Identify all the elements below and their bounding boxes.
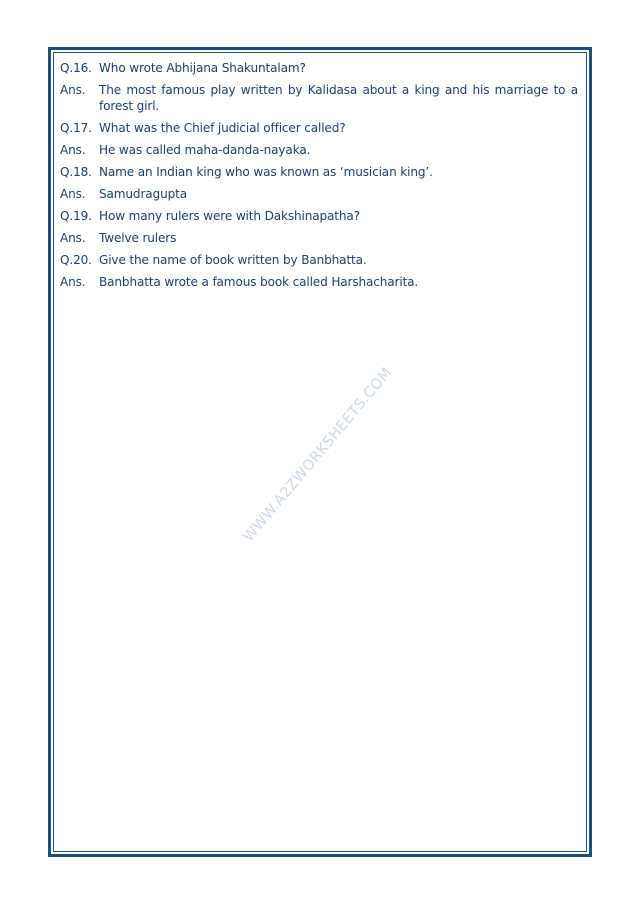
answer-label: Ans. xyxy=(60,231,86,245)
answer-text: Twelve rulers xyxy=(99,231,177,245)
question-18 xyxy=(60,164,578,180)
question-label: Q.20. xyxy=(60,253,92,267)
question-text: How many rulers were with Dakshinapatha? xyxy=(99,209,360,223)
question-label: Q.18. xyxy=(60,165,92,179)
answer-19 xyxy=(60,230,578,246)
question-19 xyxy=(60,208,578,224)
question-label: Q.19. xyxy=(60,209,92,223)
answer-label: Ans. xyxy=(60,187,86,201)
answer-text: Banbhatta wrote a famous book called Harshacharita. xyxy=(99,275,419,289)
answer-text: The most famous play written by Kalidasa about a king and his marriage to a forest girl. xyxy=(99,83,578,113)
watermark: WWW.A2ZWORKSHEETS.COM xyxy=(240,364,396,546)
question-17 xyxy=(60,120,578,136)
question-20 xyxy=(60,252,578,268)
answer-18 xyxy=(60,186,578,202)
qa-list xyxy=(60,60,578,296)
question-text: Who wrote Abhijana Shakuntalam? xyxy=(99,61,306,75)
question-text: Name an Indian king who was known as ‘musician king’. xyxy=(99,165,433,179)
question-label: Q.17. xyxy=(60,121,92,135)
question-16 xyxy=(60,60,578,76)
answer-text: Samudragupta xyxy=(99,187,187,201)
answer-label: Ans. xyxy=(60,83,86,97)
answer-label: Ans. xyxy=(60,275,86,289)
answer-text: He was called maha-danda-nayaka. xyxy=(99,143,311,157)
question-text: Give the name of book written by Banbhatta. xyxy=(99,253,367,267)
answer-label: Ans. xyxy=(60,143,86,157)
answer-20 xyxy=(60,274,578,290)
answer-17 xyxy=(60,142,578,158)
question-label: Q.16. xyxy=(60,61,92,75)
question-text: What was the Chief judicial officer called? xyxy=(99,121,346,135)
answer-16 xyxy=(60,82,578,114)
